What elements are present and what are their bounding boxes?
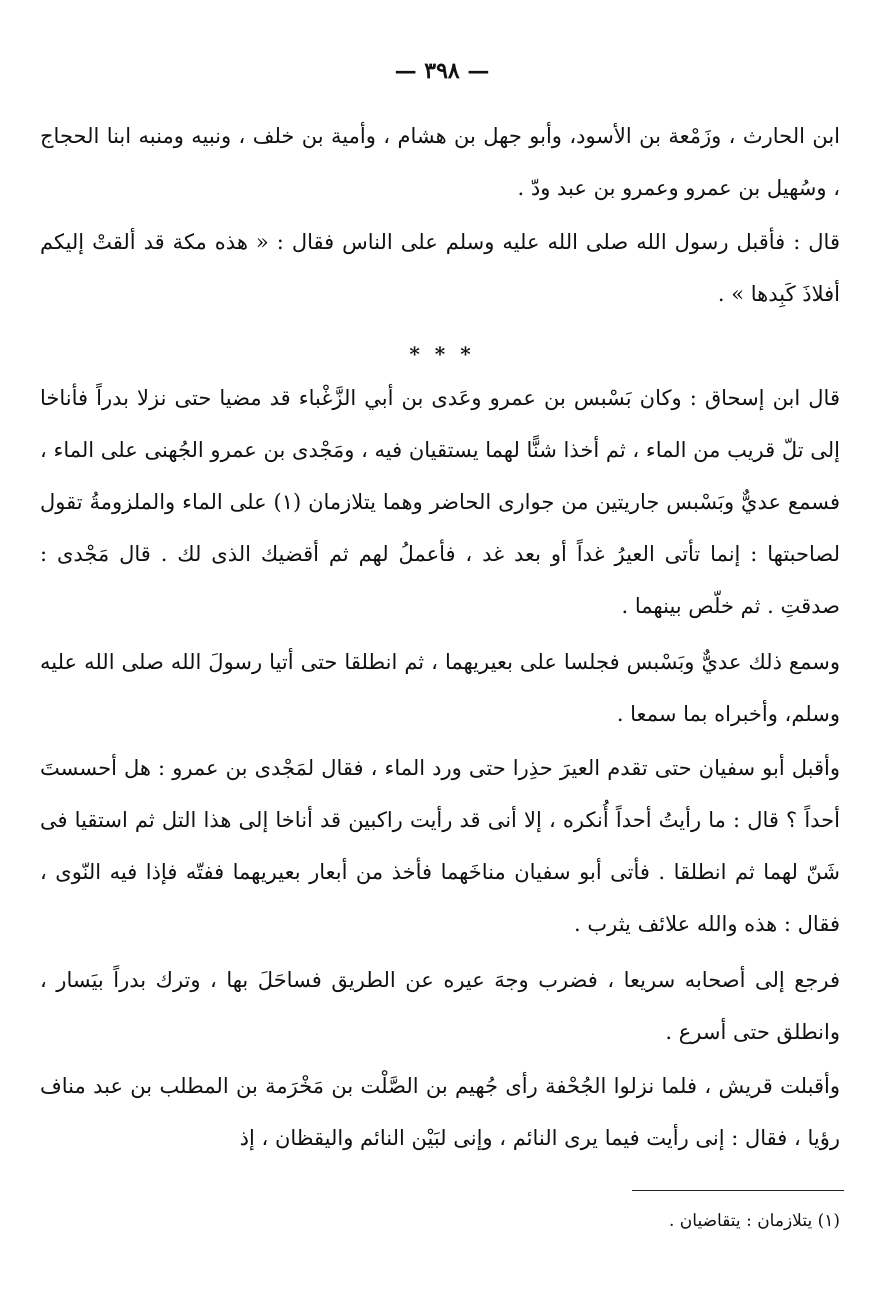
footnote: (١) يتلازمان : يتقاضيان . [668, 1211, 840, 1231]
paragraph-7: وأقبلت قريش ، فلما نزلوا الجُحْفة رأى جُهيم بن الصَّلْت بن مَخْرَمة بن المطلب بن عبد مناف رؤيا ، فقال : إنى رأيت فيما يرى النائم ، وإنى لبَيْن النائم واليقظان ، إذ [40, 1074, 840, 1150]
paragraph-3: قال ابن إسحاق : وكان بَسْبس بن عمرو وعَدى بن أبي الزَّغْباء قد مضيا حتى نزلا بدراً فأناخا إلى تلّ قريب من الماء ، ثم أخذا شنًّا لهما يستقيان فيه ، ومَجْدى بن عمرو الجُهنى على الماء ، فسمع عديٌّ وبَسْبس جاريتين من جوارى الحاضر وهما يتلازمان (١) على الماء والملزومةُ تقول لصاحبتها : إنما تأتى العيرُ غداً أو بعد غد ، فأعملُ لهم ثم أقضيك الذى لك . قال مَجْدى : صدقتِ . ثم خلّص بينهما . [40, 386, 841, 618]
book-page [40, 0, 844, 1302]
paragraph-2: قال : فأقبل رسول الله صلى الله عليه وسلم على الناس فقال : « هذه مكة قد ألقتْ إليكم أفلاذَ كَبِدها » . [40, 230, 840, 306]
paragraph-5: وأقبل أبو سفيان حتى تقدم العيرَ حذِرا حتى ورد الماء ، فقال لمَجْدى بن عمرو : هل أحسستَ أحداً ؟ قال : ما رأيتُ أحداً أُنكره ، إلا أنى قد رأيت راكبين قد أناخا إلى هذا التل ثم استقيا فى شَنّ لهما ثم انطلقا . فأتى أبو سفيان مناخَهما فأخذ من أبعار بعيريهما ففتّه فإذا فيه النّوى ، فقال : هذه والله علائف يثرب . [40, 756, 840, 936]
section-separator: * * * [409, 342, 475, 366]
paragraph-6: فرجع إلى أصحابه سريعا ، فضرب وجهَ عيره عن الطريق فساحَلَ بها ، وترك بدراً بيَسار ، وانطلق حتى أسرع . [40, 968, 840, 1044]
paragraph-1: ابن الحارث ، وزَمْعة بن الأسود، وأبو جهل بن هشام ، وأمية بن خلف ، ونبيه ومنبه ابنا الحجاج ، وسُهيل بن عمرو وعمرو بن عبد ودّ . [40, 124, 840, 200]
footnote-divider [632, 1190, 844, 1191]
paragraph-4: وسمع ذلك عديٌّ وبَسْبس فجلسا على بعيريهما ، ثم انطلقا حتى أتيا رسولَ الله صلى الله عليه وسلم، وأخبراه بما سمعا . [40, 650, 840, 726]
page-number: — ٣٩٨ — [394, 58, 490, 84]
